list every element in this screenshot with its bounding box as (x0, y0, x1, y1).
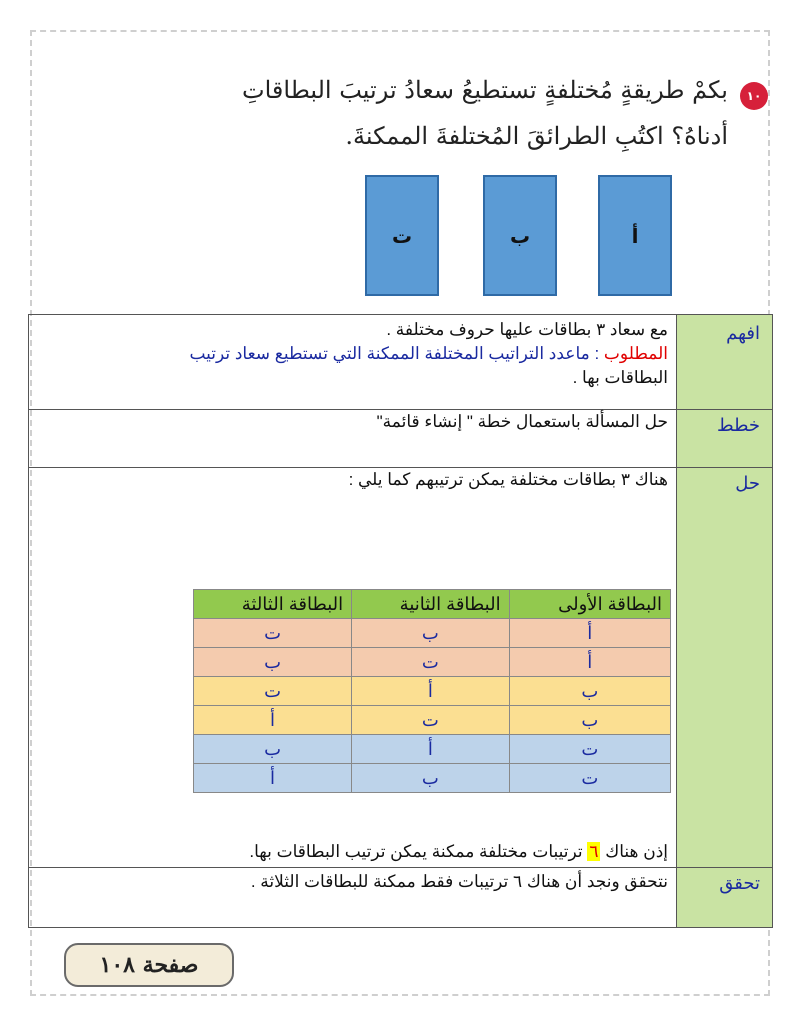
table-header-row (194, 590, 671, 619)
table-cell: ت (194, 677, 352, 706)
table-cell: ب (509, 677, 670, 706)
divider (29, 409, 772, 410)
table-cell: ب (509, 706, 670, 735)
table-row (194, 735, 671, 764)
required-text-continued: البطاقات بها . (572, 368, 668, 387)
header-third-card: البطاقة الثالثة (194, 590, 352, 619)
table-cell: أ (352, 735, 509, 764)
question-line-1: بكمْ طريقةٍ مُختلفةٍ تستطيعُ سعادُ ترتيبَ البطاقاتِ (242, 76, 728, 104)
plan-text: حل المسألة باستعمال خطة " إنشاء قائمة" (376, 412, 668, 431)
conclusion-text (249, 841, 668, 863)
step-label-check: تحقق (719, 873, 760, 894)
divider (29, 467, 772, 468)
table-cell: ت (194, 619, 352, 648)
step-label-understand: افهم (726, 323, 760, 344)
card-alef: أ (598, 175, 672, 296)
step-label-solve: حل (735, 473, 760, 494)
table-cell: ت (352, 648, 509, 677)
table-cell: ب (352, 619, 509, 648)
table-cell: أ (194, 764, 352, 793)
given-text: مع سعاد ٣ بطاقات عليها حروف مختلفة . (386, 320, 668, 339)
conclusion-post: ترتيبات مختلفة ممكنة يمكن ترتيب البطاقات بها. (249, 842, 588, 861)
table-cell: ب (194, 648, 352, 677)
table-cell: ب (194, 735, 352, 764)
table-row (194, 619, 671, 648)
step-label-plan: خطط (717, 415, 760, 436)
question-line-2: أدناهُ؟ اكتُبِ الطرائقَ المُختلفةَ الممكنةَ. (345, 122, 728, 150)
table-cell: ت (509, 764, 670, 793)
table-cell: أ (509, 648, 670, 677)
check-text: نتحقق ونجد أن هناك ٦ ترتيبات فقط ممكنة للبطاقات الثلاثة . (250, 872, 668, 891)
table-cell: ب (352, 764, 509, 793)
table-cell: أ (352, 677, 509, 706)
header-first-card: البطاقة الأولى (509, 590, 670, 619)
card-ba: ب (483, 175, 557, 296)
table-row (194, 764, 671, 793)
required-text: : ماعدد التراتيب المختلفة الممكنة التي تستطيع سعاد ترتيب (189, 344, 604, 363)
table-cell: ت (352, 706, 509, 735)
table-cell: ت (509, 735, 670, 764)
question-number-badge: ١٠ (740, 82, 768, 110)
card-ta: ت (365, 175, 439, 296)
table-row (194, 677, 671, 706)
header-second-card: البطاقة الثانية (352, 590, 509, 619)
table-row (194, 706, 671, 735)
required-line (189, 343, 668, 365)
table-cell: أ (194, 706, 352, 735)
conclusion-pre: إذن هناك (600, 842, 668, 861)
step-label-column (676, 315, 772, 927)
required-label: المطلوب (603, 344, 668, 363)
arrangements-table (193, 589, 671, 793)
page-number-label: صفحة ١٠٨ (64, 943, 234, 987)
conclusion-count: ٦ (589, 842, 599, 861)
solve-intro-text: هناك ٣ بطاقات مختلفة يمكن ترتيبهم كما يلي : (348, 470, 668, 489)
table-row (194, 648, 671, 677)
table-cell: أ (509, 619, 670, 648)
divider (29, 867, 772, 868)
